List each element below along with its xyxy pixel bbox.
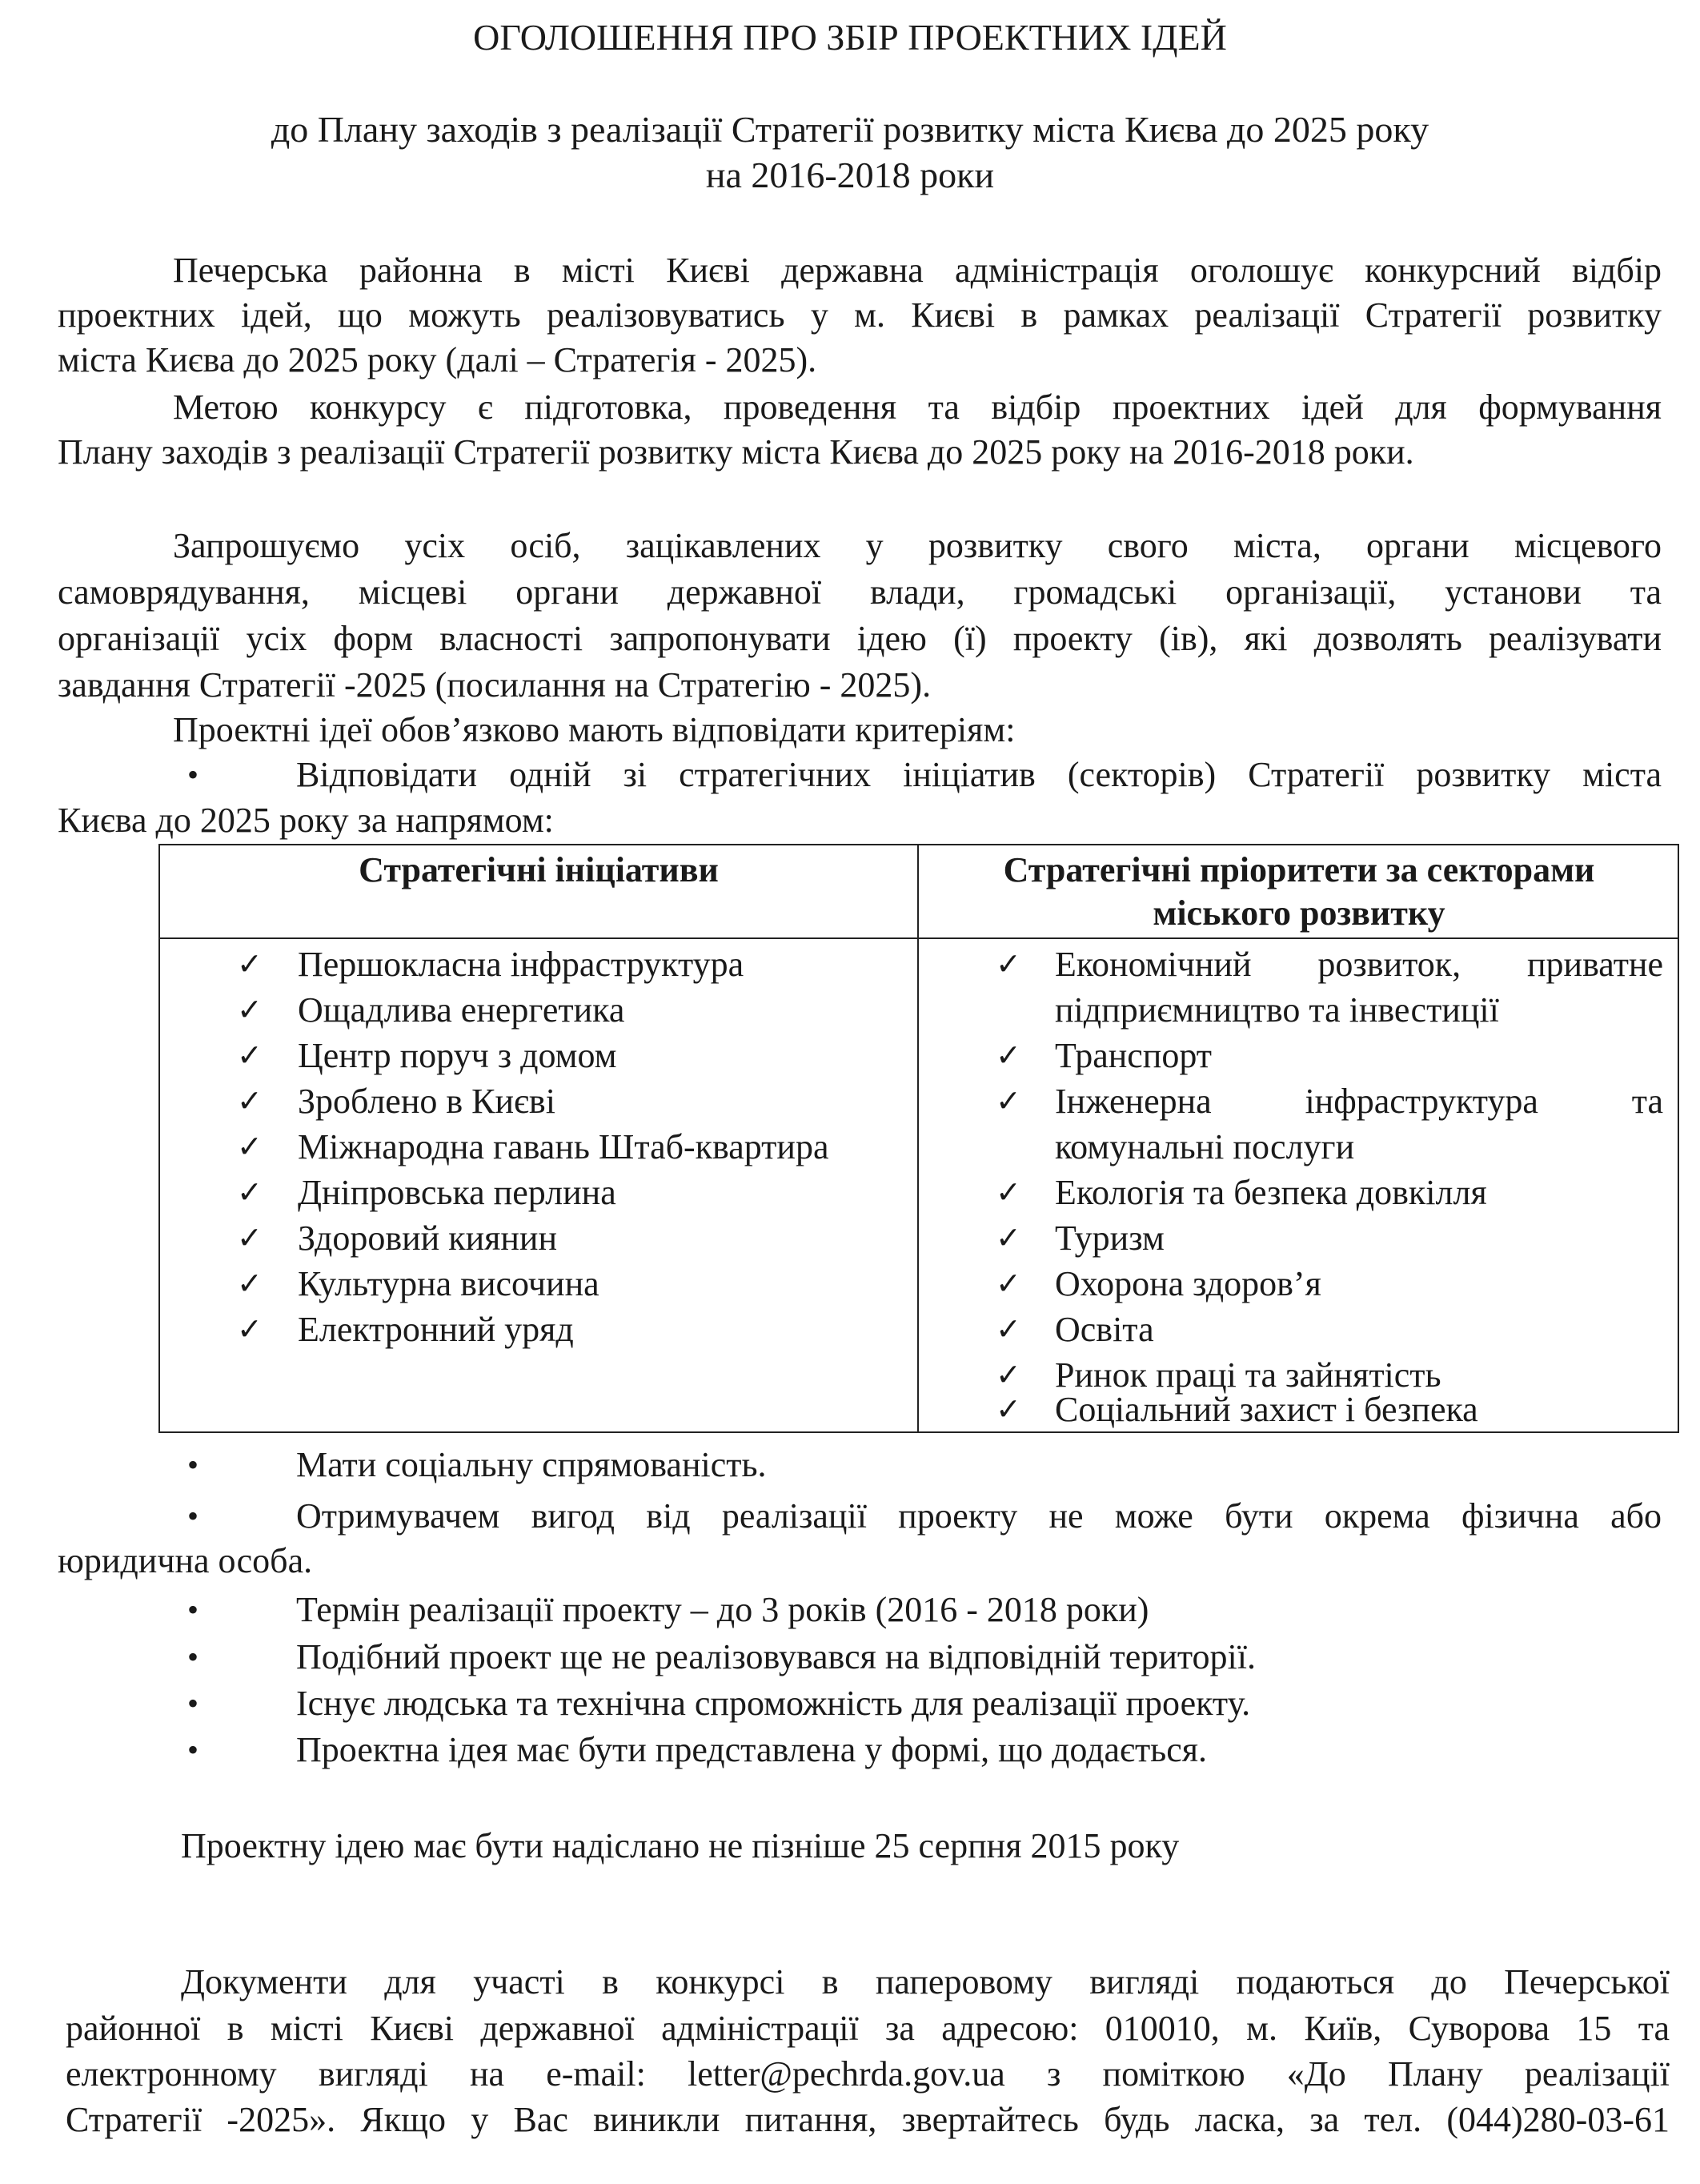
check-icon: ✓: [996, 1391, 1021, 1427]
criteria-intro: Проектні ідеї обов’язково мають відповідати критеріям:: [173, 710, 1016, 749]
bullet-icon: •: [187, 757, 199, 793]
paragraph-2-line-1: Метою конкурсу є підготовка, проведення та відбір проектних ідей для формування: [173, 387, 1662, 427]
list-item: Соціальний захист і безпека: [1055, 1390, 1478, 1429]
list-item: Транспорт: [1055, 1036, 1213, 1075]
criterion-5: Подібний проект ще не реалізовувався на відповідній території.: [296, 1637, 1256, 1676]
criterion-2: Мати соціальну спрямованість.: [296, 1445, 767, 1484]
check-icon: ✓: [237, 1266, 263, 1301]
check-icon: ✓: [237, 946, 263, 982]
list-item: Освіта: [1055, 1310, 1154, 1349]
check-icon: ✓: [996, 1357, 1021, 1392]
check-icon: ✓: [996, 1220, 1021, 1255]
check-icon: ✓: [996, 1174, 1021, 1210]
bullet-icon: •: [187, 1639, 199, 1675]
paragraph-3-line-2: самоврядування, місцеві органи державної влади, громадські організації, установи та: [58, 572, 1662, 612]
contacts-line-1: Документи для участі в конкурсі в паперовому вигляді подаються до Печерської: [181, 1962, 1670, 2001]
bullet-icon: •: [187, 1732, 199, 1768]
bullet-icon: •: [187, 1447, 199, 1483]
bullet-icon: •: [187, 1685, 199, 1721]
table-header-initiatives: Стратегічні ініціативи: [359, 850, 719, 889]
list-item: Міжнародна гавань Штаб-квартира: [298, 1127, 829, 1166]
list-item: Туризм: [1055, 1218, 1165, 1258]
list-item: Інженерна інфраструктура та: [1055, 1082, 1663, 1121]
list-item-continuation: підприємництво та інвестиції: [1055, 990, 1499, 1030]
list-item: Здоровий киянин: [298, 1218, 558, 1258]
document-subtitle-line-1: до Плану заходів з реалізації Стратегії розвитку міста Києва до 2025 року: [271, 109, 1429, 150]
check-icon: ✓: [996, 1038, 1021, 1073]
contacts-line-4: Стратегії -2025». Якщо у Вас виникли питання, звертайтесь будь ласка, за тел. (044)280-03-61: [66, 2100, 1670, 2139]
table-header-divider: [160, 937, 1678, 939]
list-item: Ощадлива енергетика: [298, 990, 625, 1030]
check-icon: ✓: [996, 1266, 1021, 1301]
list-item-continuation: комунальні послуги: [1055, 1127, 1355, 1166]
document-title: ОГОЛОШЕННЯ ПРО ЗБІР ПРОЕКТНИХ ІДЕЙ: [473, 17, 1227, 58]
check-icon: ✓: [237, 1083, 263, 1118]
paragraph-3-line-3: організації усіх форм власності запропонувати ідею (ї) проекту (ів), які дозволять реалізувати: [58, 619, 1662, 658]
criterion-7: Проектна ідея має бути представлена у формі, що додається.: [296, 1730, 1208, 1769]
paragraph-1-line-2: проектних ідей, що можуть реалізовуватись у м. Києві в рамках реалізації Стратегії розвитку: [58, 295, 1662, 335]
deadline-notice: Проектну ідею має бути надіслано не пізніше 25 серпня 2015 року: [181, 1826, 1180, 1865]
paragraph-3-line-4: завдання Стратегії -2025 (посилання на Стратегію - 2025).: [58, 665, 932, 705]
check-icon: ✓: [237, 1311, 263, 1347]
list-item: Зроблено в Києві: [298, 1082, 555, 1121]
check-icon: ✓: [237, 992, 263, 1027]
check-icon: ✓: [996, 1311, 1021, 1347]
check-icon: ✓: [237, 1129, 263, 1164]
list-item: Електронний уряд: [298, 1310, 574, 1349]
criterion-3-line-2: юридична особа.: [58, 1541, 313, 1580]
paragraph-2-line-2: Плану заходів з реалізації Стратегії розвитку міста Києва до 2025 року на 2016-2018 роки.: [58, 432, 1414, 472]
check-icon: ✓: [237, 1220, 263, 1255]
table-header-priorities-line-1: Стратегічні пріоритети за секторами: [1003, 850, 1595, 889]
list-item: Екологія та безпека довкілля: [1055, 1173, 1487, 1212]
criterion-1-line-2: Києва до 2025 року за напрямом:: [58, 801, 554, 840]
criterion-6: Існує людська та технічна спроможність для реалізації проекту.: [296, 1684, 1251, 1723]
bullet-icon: •: [187, 1498, 199, 1534]
criterion-4: Термін реалізації проекту – до 3 років (2016 - 2018 роки): [296, 1590, 1149, 1629]
check-icon: ✓: [237, 1174, 263, 1210]
paragraph-1-line-1: Печерська районна в місті Києві державна адміністрація оголошує конкурсний відбір: [173, 251, 1662, 290]
list-item: Економічний розвиток, приватне: [1055, 945, 1663, 984]
criterion-3-line-1: Отримувачем вигод від реалізації проекту не може бути окрема фізична або: [296, 1496, 1662, 1536]
paragraph-1-line-3: міста Києва до 2025 року (далі – Стратегія - 2025).: [58, 340, 817, 379]
list-item: Ринок праці та зайнятість: [1055, 1355, 1441, 1395]
check-icon: ✓: [237, 1038, 263, 1073]
list-item: Дніпровська перлина: [298, 1173, 616, 1212]
criterion-1-line-1: Відповідати одній зі стратегічних ініціатив (секторів) Стратегії розвитку міста: [296, 755, 1662, 794]
check-icon: ✓: [996, 1083, 1021, 1118]
list-item: Першокласна інфраструктура: [298, 945, 744, 984]
contacts-line-2: районної в місті Києві державної адміністрації за адресою: 010010, м. Київ, Суворова 15 та: [66, 2009, 1670, 2048]
table-header-priorities-line-2: міського розвитку: [1153, 893, 1445, 933]
check-icon: ✓: [996, 946, 1021, 982]
list-item: Центр поруч з домом: [298, 1036, 617, 1075]
bullet-icon: •: [187, 1592, 199, 1628]
contacts-line-3: електронному вигляді на e-mail: letter@pechrda.gov.ua з поміткою «До Плану реалізації: [66, 2054, 1670, 2094]
document-subtitle-line-2: на 2016-2018 роки: [705, 155, 995, 195]
list-item: Культурна височина: [298, 1264, 599, 1303]
list-item: Охорона здоров’я: [1055, 1264, 1321, 1303]
strategy-table: [158, 844, 1679, 1433]
paragraph-3-line-1: Запрошуємо усіх осіб, зацікавлених у розвитку свого міста, органи місцевого: [173, 526, 1662, 565]
